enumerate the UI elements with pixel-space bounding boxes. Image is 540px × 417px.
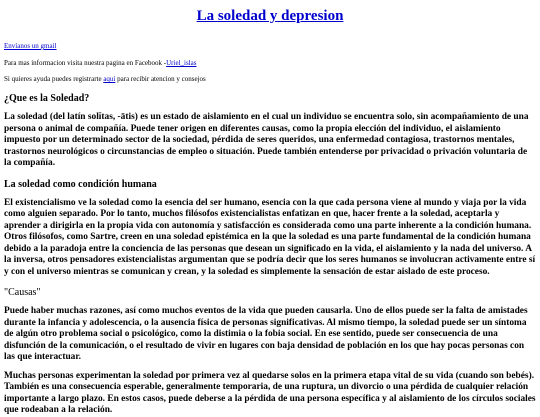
paragraph-que-es: La soledad (del latín solĭtas, -ātis) es un estado de aislamiento en el cual un individuo se encuentra solo, sin acompañamiento de una persona o animal de compañía. Puede tener origen en diferentes causas, como la propia elección del individuo, el aislamiento impuesto por un determinado sector de la sociedad, pérdida de seres queridos, una enfermedad contagiosa, trastornos mentales, trastornos neurológicos o circunstancias de empleo o situación. Puede también entenderse por privacidad o privación voluntaria de la compañía. bbox=[4, 112, 529, 168]
register-link[interactable]: aqui bbox=[103, 75, 116, 83]
facebook-text: Para mas informacion visita nuestra pagina en Facebook - bbox=[4, 59, 167, 67]
email-line bbox=[4, 42, 536, 51]
facebook-line bbox=[4, 59, 536, 68]
paragraph-causas-2: Muchas personas experimentan la soledad por primera vez al quedarse solos en la primera etapa vital de su vida (cuando son bebés). También es una consecuencia esperable, generalmente temporaria, de una ruptura, un divorcio o una pérdida de cualquier relación importante a largo plazo. En estos casos, puede deberse a la pérdida de una persona específica y al aislamiento de los círculos sociales que rodeaban a la relación. bbox=[4, 370, 536, 415]
help-line bbox=[4, 75, 536, 84]
help-text-before: Si quieres ayuda puedes registrarte bbox=[4, 75, 104, 83]
section-heading-que-es: ¿Que es la Soledad? bbox=[4, 93, 90, 104]
email-link[interactable]: Envíanos un gmail bbox=[4, 42, 57, 50]
page-title bbox=[4, 8, 536, 25]
paragraph-causas: Puede haber muchas razones, así como muchos eventos de la vida que pueden causarla. Uno de ellos puede ser la falta de amistades durante la infancia y adolescencia, o la ausencia física de personas significativas. Al mismo tiempo, la soledad puede ser un síntoma de algún otro problema social o psicológico, como la distimia o la fobia social. En ese sentido, puede ser consecuencia de una disfunción de la comunicación, o el resultado de vivir en lugares con baja densidad de población en los que hay pocas personas con las que interactuar. bbox=[4, 306, 528, 362]
paragraph-condicion-humana: El existencialismo ve la soledad como la esencia del ser humano, esencia con la que cada persona viene al mundo y viaja por la vida como alguien separado. Por lo tanto, muchos filósofos existencialistas enfatizan en que, hacer frente a la soledad, aceptarla y aprender a dirigirla en la propia vida con autonomía y satisfacción es considerada como una parte inherente a la condición humana. Otros filósofos, como Sartre, creen en una soledad epistémica en la que la soledad es una parte fundamental de la condición humana debido a la paradoja entre la conciencia de las personas que desean un significado en la vida, el aislamiento y la nada del universo. A la inversa, otros pensadores existencialistas argumentan que se podría decir que los seres humanos se involucran activamente entre sí y con el universo mientras se comunican y crean, y la soledad es simplemente la sensación de estar aislado de este proceso. bbox=[4, 197, 536, 277]
facebook-link[interactable]: Uriel_islas bbox=[166, 59, 197, 67]
help-text-after: para recibir atencion y consejos bbox=[115, 75, 206, 83]
section-heading-condicion-humana: La soledad como condición humana bbox=[4, 178, 157, 190]
section-heading-causas: "Causas" bbox=[4, 287, 41, 298]
title-link[interactable]: La soledad y depresion bbox=[196, 8, 344, 24]
